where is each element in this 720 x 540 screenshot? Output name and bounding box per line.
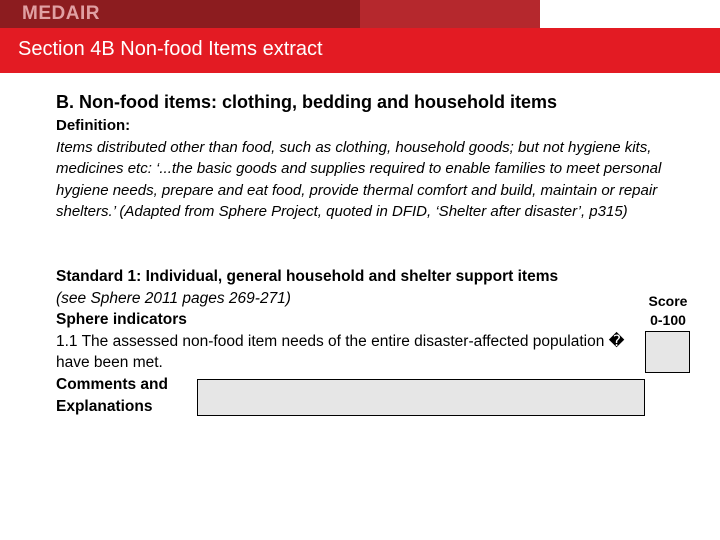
comments-input-box[interactable] bbox=[197, 379, 645, 416]
score-label bbox=[640, 292, 696, 330]
comments-label-line1: Comments and bbox=[56, 375, 168, 393]
indicator-text: 1.1 The assessed non-food item needs of the entire disaster-affected population � have been met. bbox=[56, 332, 625, 372]
section-title-bar bbox=[0, 28, 720, 73]
definition-text: Items distributed other than food, such as clothing, household goods; but not hygiene kits, medicines etc: ‘...the basic goods and supplies required to enable families to meet personal hygiene needs, prepare and eat food, provide thermal comfort and build, maintain or repair shelters.’ (Adapted from Sphere Project, quoted in DFID, ‘Shelter after disaster’, p315) bbox=[56, 139, 662, 221]
standard-title: Standard 1: Individual, general household and shelter support items bbox=[56, 268, 559, 285]
score-title: Score bbox=[648, 293, 688, 309]
brand-bar-light-segment bbox=[360, 0, 540, 28]
comments-label-line2: Explanations bbox=[56, 397, 153, 415]
standard-reference: (see Sphere 2011 pages 269-271) bbox=[56, 289, 291, 307]
section-title: Section 4B Non-food Items extract bbox=[18, 38, 323, 60]
brand-logo: MEDAIR bbox=[22, 3, 100, 24]
definition-label: Definition: bbox=[56, 117, 131, 134]
page-heading: B. Non-food items: clothing, bedding and household items bbox=[56, 92, 557, 112]
indicators-label: Sphere indicators bbox=[56, 311, 187, 329]
top-brand-bar bbox=[0, 0, 720, 28]
score-input-box[interactable] bbox=[645, 331, 690, 373]
score-range: 0-100 bbox=[650, 312, 686, 328]
